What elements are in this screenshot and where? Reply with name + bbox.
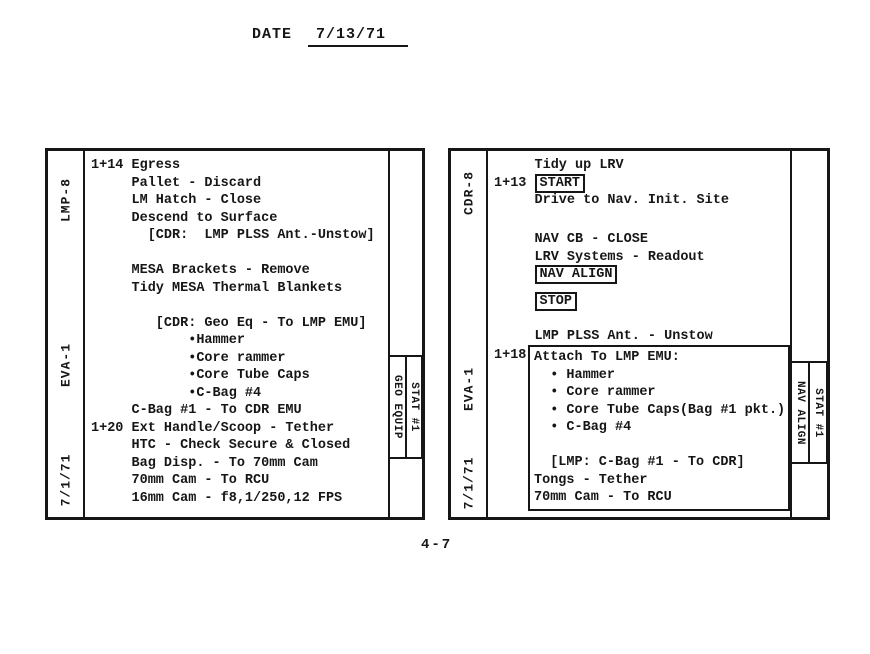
checklist-line: 70mm Cam - To RCU <box>534 490 672 506</box>
checklist-line: Descend to Surface <box>91 210 278 226</box>
emphasis-box <box>528 345 790 511</box>
checklist-line: LRV Systems - Readout <box>494 249 705 265</box>
checklist-line: •Hammer <box>91 333 245 348</box>
checklist-line: [CDR: Geo Eq - To LMP EMU] <box>91 315 367 331</box>
nav-align-stat1-tab <box>790 361 828 464</box>
checklist-line: • C-Bag #4 <box>534 420 632 436</box>
checklist-line: [LMP: C-Bag #1 - To CDR] <box>534 455 745 471</box>
lmp-panel-sidebar <box>48 151 85 517</box>
boxed-step: NAV ALIGN <box>535 265 618 284</box>
checklist-line <box>494 293 792 311</box>
lmp-checklist-content <box>85 151 390 517</box>
checklist-line: NAV CB - CLOSE <box>494 232 648 248</box>
tab-col-stat1 <box>808 363 826 462</box>
sidebar-label-date: 7/1/71 <box>58 453 73 507</box>
sidebar-label-eva-1: EVA-1 <box>461 366 476 412</box>
checklist-line: 1+13 START <box>494 175 792 193</box>
checklist-line: •Core rammer <box>91 350 286 366</box>
checklist-line: Tidy MESA Thermal Blankets <box>91 280 343 296</box>
checklist-line: •Core Tube Caps <box>91 368 310 383</box>
checklist-line: C-Bag #1 - To CDR EMU <box>91 403 302 418</box>
cdr-checklist-panel <box>448 148 830 520</box>
checklist-line: Drive to Nav. Init. Site <box>494 193 729 208</box>
checklist-line: HTC - Check Secure & Closed <box>91 438 351 453</box>
checklist-line: Tidy up LRV <box>494 158 624 173</box>
spacer <box>494 210 792 232</box>
checklist-line: LM Hatch - Close <box>91 193 262 208</box>
sidebar-label-date: 7/1/71 <box>461 456 476 510</box>
geo-equip-stat1-tab <box>388 355 423 459</box>
checklist-line: • Core rammer <box>534 385 656 401</box>
boxed-step-group <box>494 345 792 511</box>
sidebar-label-eva-1: EVA-1 <box>58 342 73 388</box>
cdr-panel-tab-column <box>790 151 827 517</box>
time-code: 1+18 <box>494 348 527 364</box>
sidebar-label-cdr-8: CDR-8 <box>461 170 476 216</box>
checklist-line <box>534 437 788 455</box>
checklist-line: Attach To LMP EMU: <box>534 350 680 366</box>
checklist-line: MESA Brackets - Remove <box>91 263 310 278</box>
checklist-line: 16mm Cam - f8,1/250,12 FPS <box>91 490 343 506</box>
checklist-line: 1+20 Ext Handle/Scoop - Tether <box>91 420 335 436</box>
cdr-panel-sidebar <box>451 151 488 517</box>
checklist-line: 1+14 Egress <box>91 158 181 173</box>
date-value: 7/13/71 <box>308 26 408 47</box>
checklist-line: Pallet - Discard <box>91 175 262 191</box>
boxed-step: START <box>535 174 586 193</box>
checklist-line: LMP PLSS Ant. - Unstow <box>494 328 713 344</box>
lmp-checklist-panel <box>45 148 425 520</box>
date-header <box>252 26 408 47</box>
cdr-checklist-content <box>488 151 792 517</box>
tab-label-stat1: STAT #1 <box>407 382 420 432</box>
boxed-step: STOP <box>535 292 577 311</box>
checklist-line: • Core Tube Caps(Bag #1 pkt.) <box>534 402 786 418</box>
checklist-line: • Hammer <box>534 367 616 383</box>
sidebar-label-lmp-8: LMP-8 <box>58 177 73 223</box>
checklist-line: •C-Bag #4 <box>91 385 262 401</box>
spacer <box>91 297 390 315</box>
checklist-line: Bag Disp. - To 70mm Cam <box>91 455 318 471</box>
date-label: DATE <box>252 26 293 43</box>
page-number: 4-7 <box>421 537 453 553</box>
spacer <box>494 310 792 328</box>
checklist-line <box>494 266 792 284</box>
tab-label-stat1: STAT #1 <box>812 387 824 438</box>
tab-label-nav-align: NAV ALIGN <box>794 380 806 445</box>
checklist-line: [CDR: LMP PLSS Ant.-Unstow] <box>91 228 375 243</box>
tab-col-geo-equip <box>390 357 405 457</box>
tab-label-geo-equip: GEO EQUIP <box>391 375 404 439</box>
lmp-panel-tab-column <box>388 151 422 517</box>
checklist-line: Tongs - Tether <box>534 472 648 488</box>
checklist-line: 70mm Cam - To RCU <box>91 473 270 488</box>
tab-col-nav-align <box>792 363 808 462</box>
tab-col-stat1 <box>405 357 422 457</box>
spacer <box>91 245 390 263</box>
